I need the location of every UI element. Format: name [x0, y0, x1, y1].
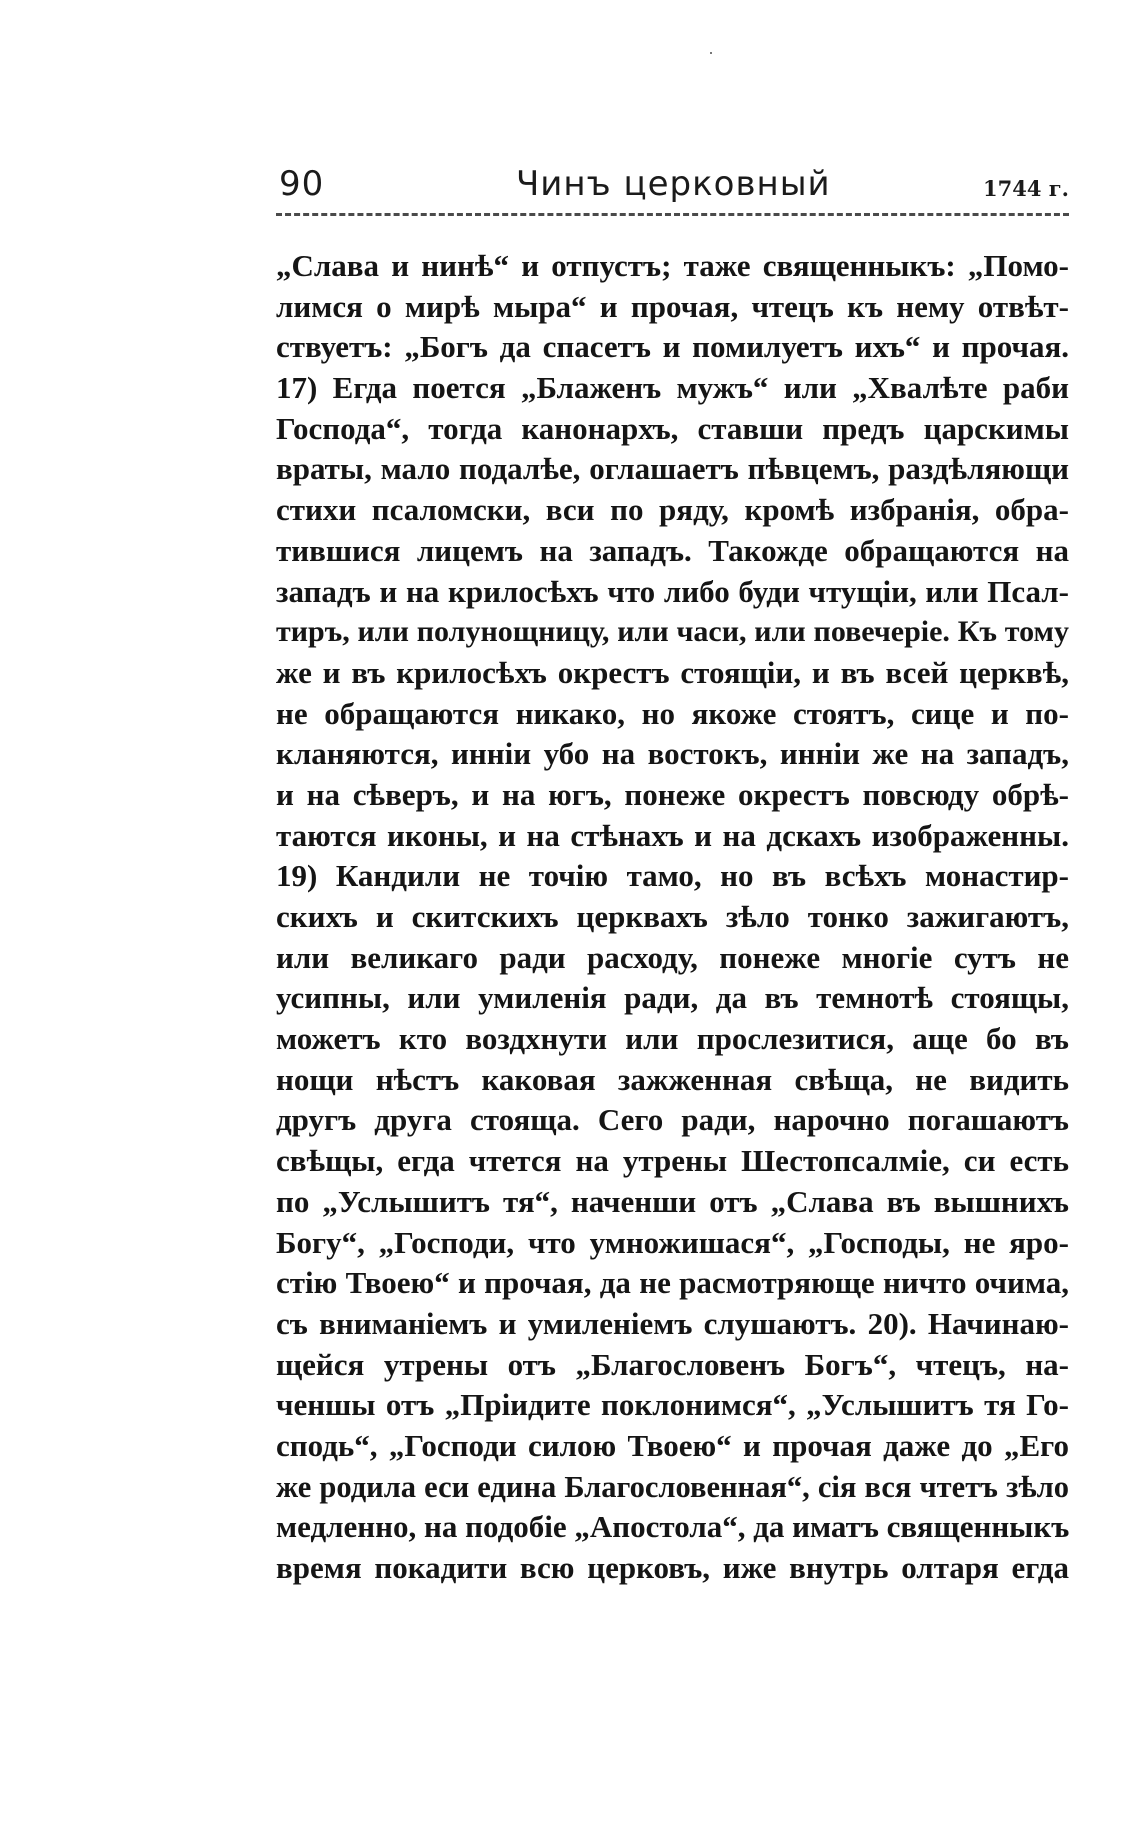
text-line: щейся утрены отъ „Благословенъ Богъ“, чтецъ, на- — [276, 1346, 1069, 1382]
text-line: или великаго ради расходу, понеже многіе сутъ не — [276, 939, 1069, 975]
text-line: Господа“, тогда канонархъ, ставши предъ царскимы — [276, 410, 1069, 446]
text-line: лимся о мирѣ мыра“ и прочая, чтецъ къ нему отвѣт- — [276, 288, 1069, 324]
text-line: скихъ и скитскихъ церквахъ зѣло тонко зажигаютъ, — [276, 899, 1069, 934]
running-title: Чинъ церковный — [516, 164, 831, 204]
year-label: 1744 г. — [983, 176, 1069, 201]
ink-speck — [710, 52, 712, 54]
text-line: нощи нѣстъ каковая зажженная свѣща, не видить — [276, 1061, 1069, 1097]
text-line: тившися лицемъ на западъ. Такожде обращаются на — [276, 532, 1069, 568]
text-line: „Слава и нинѣ“ и отпустъ; таже священныкъ: „Помо- — [276, 248, 1069, 283]
body-text — [276, 246, 1069, 1589]
text-line: не обращаются никако, но якоже стоятъ, сице и по- — [276, 695, 1069, 731]
text-line: же родила еси едина Благословенная“, сія вся чтетъ зѣло — [276, 1469, 1069, 1504]
text-line: ченшы отъ „Пріидите поклонимся“, „Услышитъ тя Го- — [276, 1387, 1069, 1423]
text-line: свѣщы, егда чтется на утрены Шестопсалміе, си есть — [276, 1143, 1069, 1179]
text-line: стію Твоею“ и прочая, да не расмотряюще ничто очима, — [276, 1265, 1069, 1301]
text-line: можетъ кто воздхнути или прослезитися, аще бо въ — [276, 1021, 1069, 1057]
text-line: враты, мало подалѣе, оглашаетъ пѣвцемъ, раздѣляющи — [276, 451, 1069, 487]
text-line: ствуетъ: „Богъ да спасетъ и помилуетъ ихъ“ и прочая. — [276, 329, 1069, 365]
page-number: 90 — [279, 164, 325, 204]
text-line: таются иконы, и на стѣнахъ и на дскахъ изображенны. — [276, 817, 1069, 853]
text-line: стихи псаломски, вси по ряду, кромѣ избранія, обра- — [276, 492, 1069, 528]
header-rule — [276, 213, 1069, 216]
text-line: Богу“, „Господи, что умножишася“, „Господы, не яро- — [276, 1224, 1069, 1260]
text-line: же и въ крилосѣхъ окрестъ стоящіи, и въ всей церквѣ, — [276, 654, 1069, 690]
text-line: съ вниманіемъ и умиленіемъ слушаютъ. 20). Начинаю- — [276, 1305, 1069, 1341]
text-line: другъ друга стояща. Сего ради, нарочно погашаютъ — [276, 1102, 1069, 1138]
text-line: и на сѣверъ, и на югъ, понеже окрестъ повсюду обрѣ- — [276, 776, 1069, 812]
running-head — [276, 160, 1069, 208]
text-line: тиръ, или полунощницу, или часи, или повечеріе. Къ тому — [276, 615, 1069, 649]
text-line: усипны, или умиленія ради, да въ темнотѣ стоящы, — [276, 980, 1069, 1016]
text-line: время покадити всю церковъ, иже внутрь олтаря егда — [276, 1550, 1069, 1585]
text-line: 19) Кандили не точію тамо, но въ всѣхъ монастир- — [276, 858, 1069, 894]
text-line: медленно, на подобіе „Апостола“, да иматъ священныкъ — [276, 1509, 1069, 1545]
text-line: сподь“, „Господи силою Твоею“ и прочая даже до „Его — [276, 1427, 1069, 1463]
text-line: по „Услышитъ тя“, наченши отъ „Слава въ вышнихъ — [276, 1183, 1069, 1219]
text-line: кланяются, инніи убо на востокъ, инніи же на западъ, — [276, 736, 1069, 772]
text-line: 17) Егда поется „Блаженъ мужъ“ или „Хвалѣте раби — [276, 370, 1069, 406]
text-line: западъ и на крилосѣхъ что либо буди чтущіи, или Псал- — [276, 573, 1069, 609]
